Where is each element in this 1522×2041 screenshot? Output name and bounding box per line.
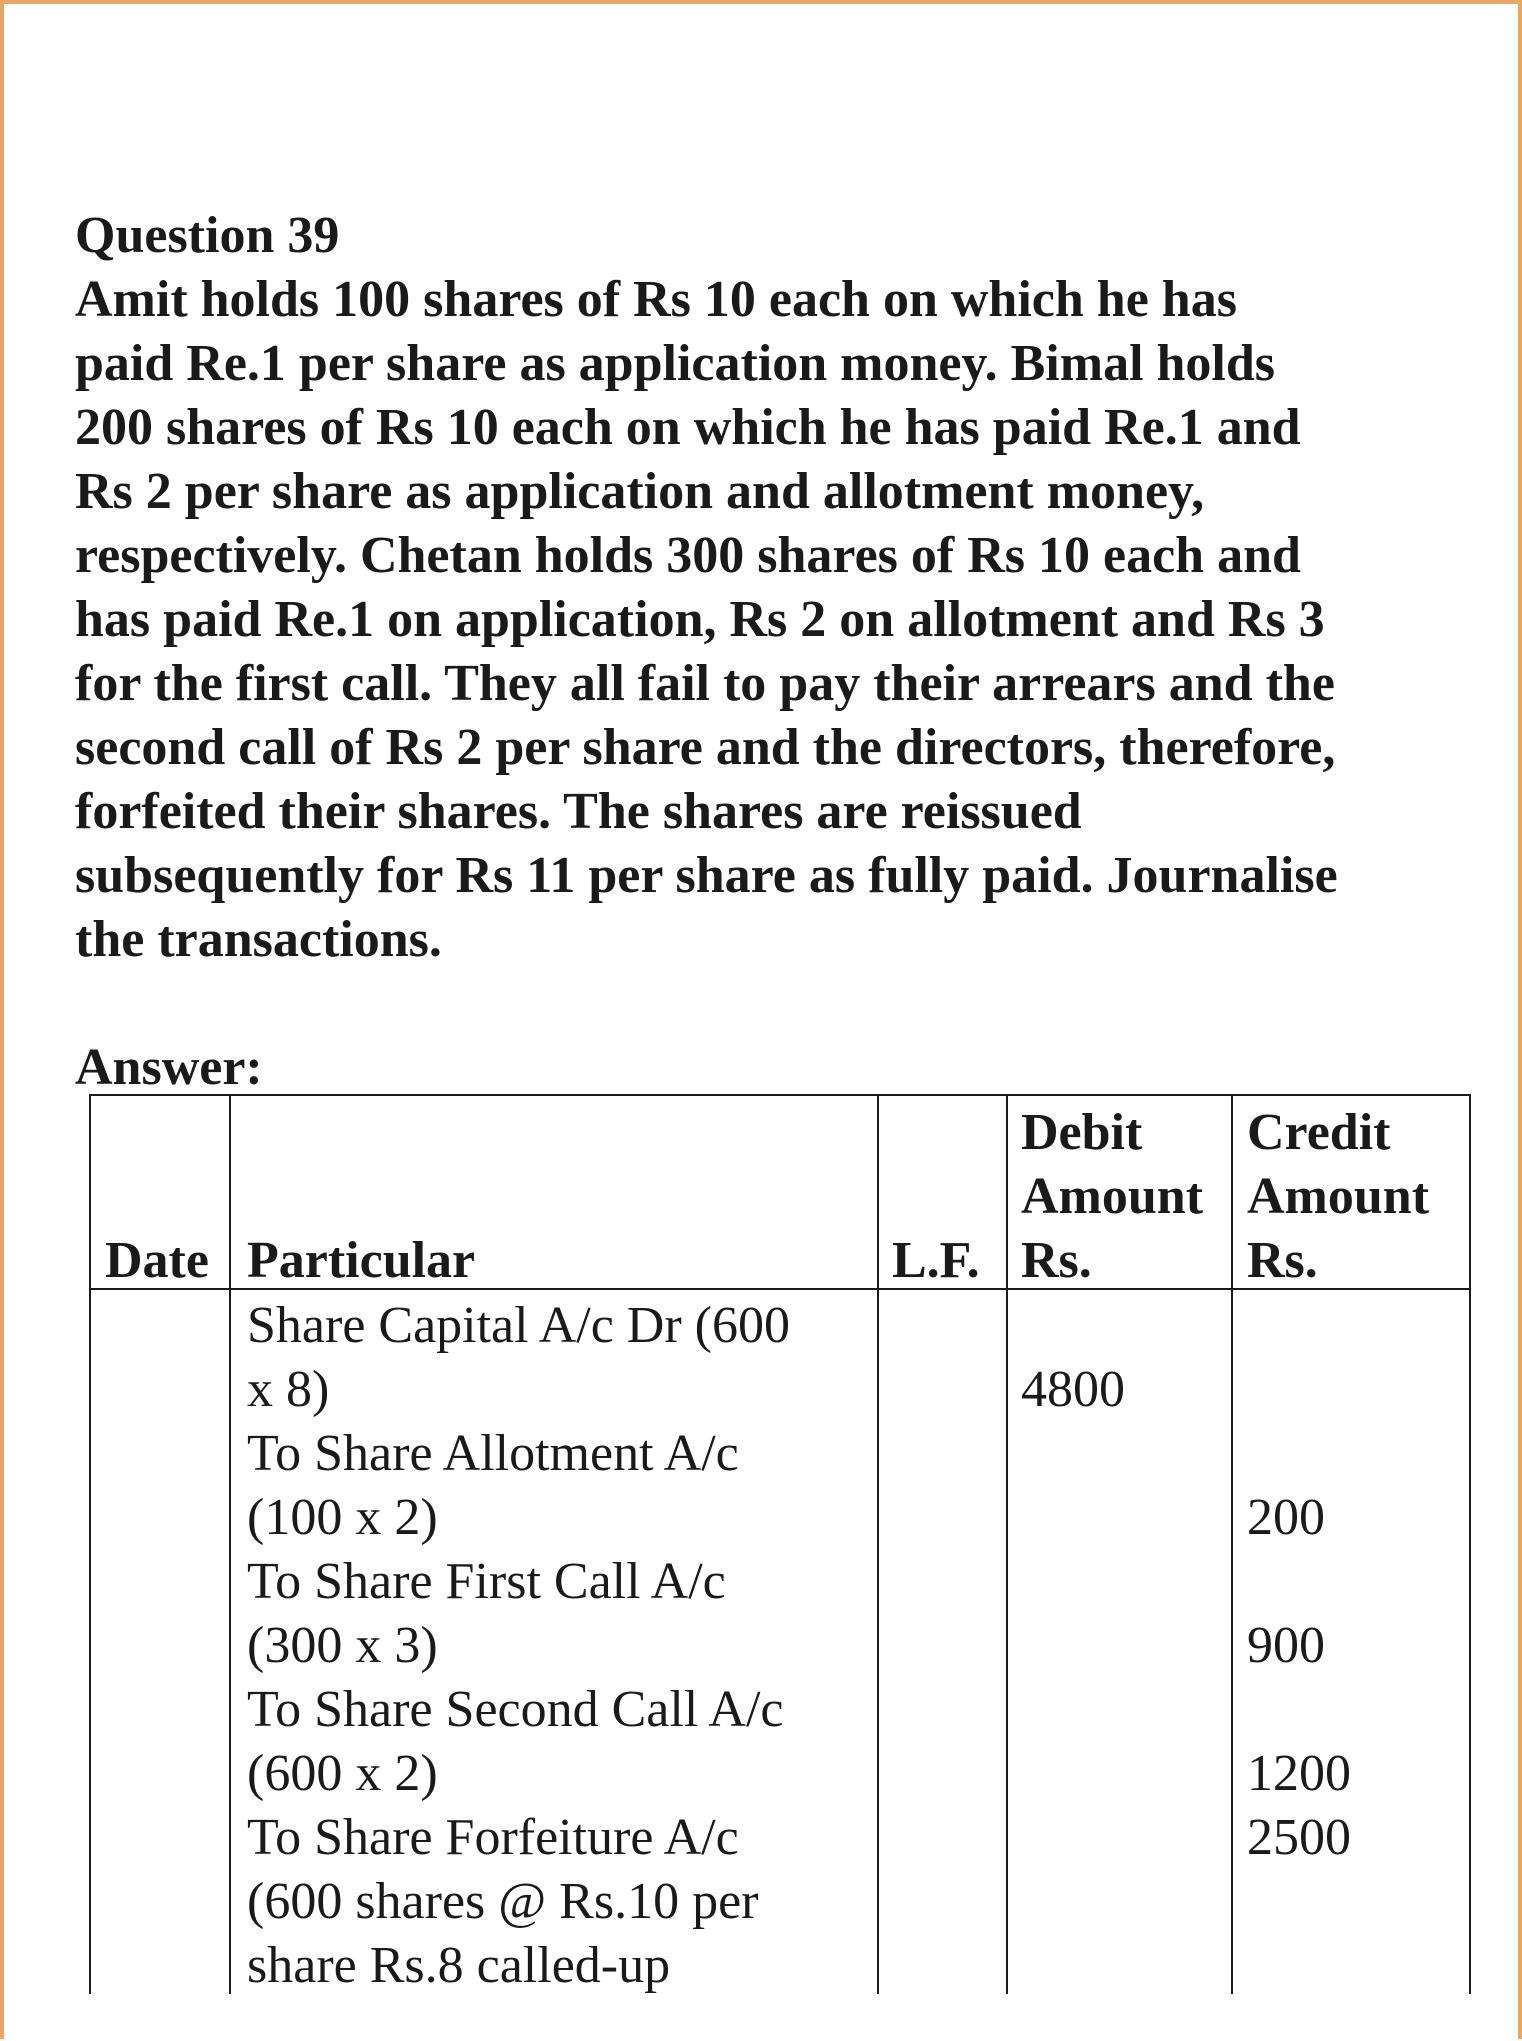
particular-line: To Share Second Call A/c <box>247 1681 784 1738</box>
question-line: respectively. Chetan holds 300 shares of Rs 10 each and <box>75 527 1301 584</box>
header-date: Date <box>105 1232 209 1289</box>
debit-value: 4800 <box>1021 1361 1125 1418</box>
particular-line: Share Capital A/c Dr (600 <box>247 1297 790 1354</box>
credit-value: 900 <box>1247 1617 1325 1674</box>
particular-line: x 8) <box>247 1361 330 1418</box>
question-line: has paid Re.1 on application, Rs 2 on allotment and Rs 3 <box>75 591 1325 648</box>
header-particular: Particular <box>247 1232 476 1289</box>
header-credit-line: Amount <box>1247 1168 1430 1225</box>
header-credit-line: Rs. <box>1247 1232 1318 1289</box>
particulars-cell <box>247 1294 790 1998</box>
credit-value: 2500 <box>1247 1809 1351 1866</box>
question-line: for the first call. They all fail to pay their arrears and the <box>75 655 1335 712</box>
question-line: paid Re.1 per share as application money. Bimal holds <box>75 335 1276 392</box>
journal-table <box>89 1094 1471 1994</box>
table-top-border <box>89 1094 1471 1096</box>
header-credit-line: Credit <box>1247 1104 1391 1161</box>
table-col-divider-date <box>229 1094 231 1994</box>
question-line: 200 shares of Rs 10 each on which he has paid Re.1 and <box>75 399 1301 456</box>
particular-line: share Rs.8 called-up <box>247 1937 671 1994</box>
particular-line: (600 x 2) <box>247 1745 438 1802</box>
question-text <box>75 268 1475 972</box>
table-col-divider-debit <box>1231 1094 1233 1994</box>
header-lf: L.F. <box>892 1232 980 1289</box>
header-debit-line: Rs. <box>1021 1232 1092 1289</box>
header-credit <box>1247 1101 1429 1293</box>
table-col-divider-particular <box>877 1094 879 1994</box>
table-col-divider-lf <box>1006 1094 1008 1994</box>
particular-line: To Share Forfeiture A/c <box>247 1809 739 1866</box>
particular-line: (100 x 2) <box>247 1489 438 1546</box>
question-line: Amit holds 100 shares of Rs 10 each on which he has <box>75 271 1237 328</box>
answer-label: Answer: <box>75 1039 263 1096</box>
question-line: Rs 2 per share as application and allotment money, <box>75 463 1205 520</box>
particular-line: To Share Allotment A/c <box>247 1425 739 1482</box>
question-line: second call of Rs 2 per share and the directors, therefore, <box>75 719 1336 776</box>
question-line: forfeited their shares. The shares are reissued <box>75 783 1082 840</box>
question-line: the transactions. <box>75 911 442 968</box>
question-line: subsequently for Rs 11 per share as fully paid. Journalise <box>75 847 1338 904</box>
particular-line: (600 shares @ Rs.10 per <box>247 1873 759 1930</box>
header-debit-line: Amount <box>1021 1168 1204 1225</box>
question-title: Question 39 <box>75 207 340 264</box>
header-debit-line: Debit <box>1021 1104 1143 1161</box>
particular-line: To Share First Call A/c <box>247 1553 726 1610</box>
table-right-border <box>1469 1094 1471 1994</box>
particular-line: (300 x 3) <box>247 1617 438 1674</box>
credit-value: 1200 <box>1247 1745 1351 1802</box>
credit-value: 200 <box>1247 1489 1325 1546</box>
header-debit <box>1021 1101 1203 1293</box>
table-left-border <box>89 1094 91 1994</box>
